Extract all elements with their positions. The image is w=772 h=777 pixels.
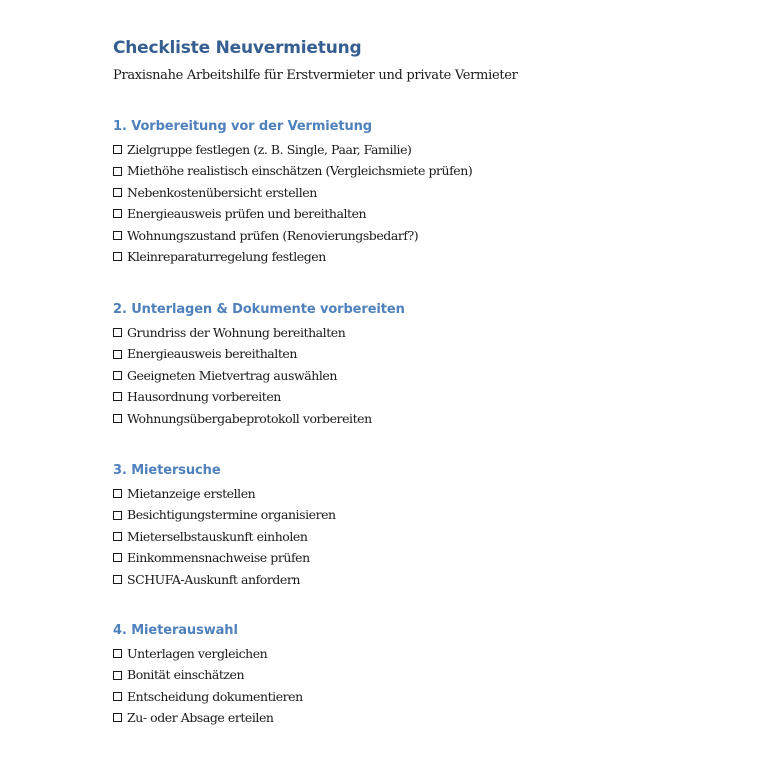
checkbox-icon[interactable] <box>113 167 122 176</box>
checklist-item[interactable] <box>113 504 336 525</box>
checklist-item[interactable] <box>113 139 472 160</box>
checklist-item-label: Wohnungszustand prüfen (Renovierungsbedarf?) <box>127 227 419 243</box>
checklist-item[interactable] <box>113 686 303 707</box>
checklist-item[interactable] <box>113 322 405 343</box>
checklist-item[interactable] <box>113 707 303 728</box>
checklist-item[interactable] <box>113 365 405 386</box>
section-heading: 4. Mieterauswahl <box>113 623 238 638</box>
checklist-item-label: Einkommensnachweise prüfen <box>127 550 310 566</box>
checklist-item-label: Energieausweis bereithalten <box>127 346 297 362</box>
checkbox-icon[interactable] <box>113 188 122 197</box>
checklist-item[interactable] <box>113 643 303 664</box>
section-heading: 2. Unterlagen & Dokumente vorbereiten <box>113 302 405 317</box>
checklist-item[interactable] <box>113 203 472 224</box>
checklist-item-label: Mieterselbstauskunft einholen <box>127 528 308 544</box>
checkbox-icon[interactable] <box>113 649 122 658</box>
checklist-item[interactable] <box>113 408 405 429</box>
checklist-item-label: Energieausweis prüfen und bereithalten <box>127 206 367 222</box>
section-heading: 1. Vorbereitung vor der Vermietung <box>113 119 372 134</box>
checkbox-icon[interactable] <box>113 489 122 498</box>
checkbox-icon[interactable] <box>113 532 122 541</box>
checklist-item-label: Entscheidung dokumentieren <box>127 688 303 704</box>
checkbox-icon[interactable] <box>113 671 122 680</box>
section-mietersuche <box>113 461 336 590</box>
checkbox-icon[interactable] <box>113 209 122 218</box>
checklist-item[interactable] <box>113 664 303 685</box>
checklist-item-label: SCHUFA-Auskunft anfordern <box>127 571 300 587</box>
checklist-item-label: Nebenkostenübersicht erstellen <box>127 184 317 200</box>
checklist-item-label: Kleinreparaturregelung festlegen <box>127 248 326 264</box>
checkbox-icon[interactable] <box>113 692 122 701</box>
section-unterlagen <box>113 300 405 429</box>
checklist-item[interactable] <box>113 483 336 504</box>
section-heading: 3. Mietersuche <box>113 463 221 478</box>
checkbox-icon[interactable] <box>113 328 122 337</box>
checklist-item[interactable] <box>113 526 336 547</box>
checklist-item-label: Geeigneten Mietvertrag auswählen <box>127 367 337 383</box>
checkbox-icon[interactable] <box>113 575 122 584</box>
checkbox-icon[interactable] <box>113 350 122 359</box>
document-page <box>113 36 733 726</box>
checkbox-icon[interactable] <box>113 713 122 722</box>
checklist-item[interactable] <box>113 343 405 364</box>
checklist-item-label: Wohnungsübergabeprotokoll vorbereiten <box>127 410 372 426</box>
checkbox-icon[interactable] <box>113 553 122 562</box>
checklist-item[interactable] <box>113 569 336 590</box>
checklist-item[interactable] <box>113 225 472 246</box>
checkbox-icon[interactable] <box>113 231 122 240</box>
checklist-item[interactable] <box>113 160 472 181</box>
checklist-item-label: Miethöhe realistisch einschätzen (Vergleichsmiete prüfen) <box>127 163 473 179</box>
checkbox-icon[interactable] <box>113 145 122 154</box>
checklist-item-label: Mietanzeige erstellen <box>127 486 256 501</box>
checkbox-icon[interactable] <box>113 371 122 380</box>
document-subtitle: Praxisnahe Arbeitshilfe für Erstvermieter und private Vermieter <box>113 68 518 83</box>
checkbox-icon[interactable] <box>113 392 122 401</box>
checklist-item[interactable] <box>113 182 472 203</box>
checklist-item-label: Hausordnung vorbereiten <box>127 389 281 405</box>
checklist-item-label: Bonität einschätzen <box>127 667 245 683</box>
checklist-item[interactable] <box>113 547 336 568</box>
checklist-item-label: Unterlagen vergleichen <box>127 646 268 661</box>
checklist-item-label: Grundriss der Wohnung bereithalten <box>127 325 346 340</box>
checkbox-icon[interactable] <box>113 252 122 261</box>
checkbox-icon[interactable] <box>113 414 122 423</box>
checklist-item-label: Zielgruppe festlegen (z. B. Single, Paar, Familie) <box>127 142 412 157</box>
checklist-item-label: Zu- oder Absage erteilen <box>127 710 274 726</box>
section-vorbereitung <box>113 117 472 267</box>
checklist-item-label: Besichtigungstermine organisieren <box>127 507 336 523</box>
checklist-item[interactable] <box>113 246 472 267</box>
document-title: Checkliste Neuvermietung <box>113 38 362 58</box>
checklist-item[interactable] <box>113 386 405 407</box>
checkbox-icon[interactable] <box>113 511 122 520</box>
section-mieterauswahl <box>113 621 303 729</box>
